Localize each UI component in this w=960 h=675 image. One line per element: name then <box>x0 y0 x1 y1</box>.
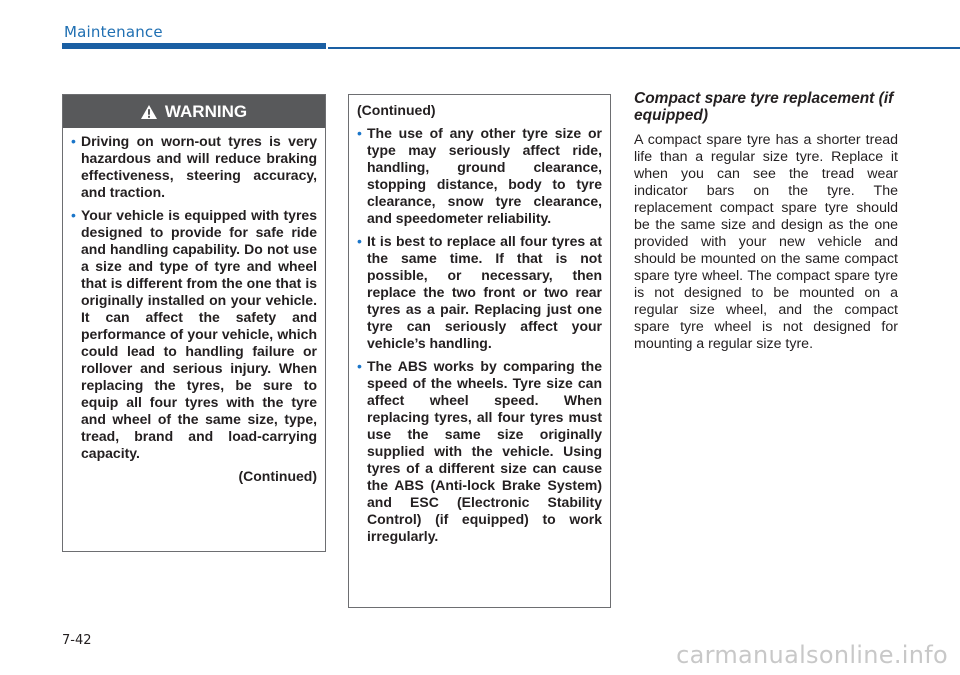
warning-box <box>62 94 326 552</box>
watermark: carmanualsonline.info <box>676 641 948 669</box>
warning-bullet-text: It is best to replace all four tyres at the same time. If that is not possible, or necessary, then replace the two front or two rear tyres as a pair. Replacing just one tyre can seriously affect your vehicle’s handling. <box>367 233 602 351</box>
warning-title: WARNING <box>164 101 248 121</box>
warning-bullet <box>357 233 602 352</box>
warning-bullet <box>357 125 602 227</box>
continued-warning-box <box>348 94 611 608</box>
warning-bullet <box>71 207 317 462</box>
warning-bullet-text: Driving on worn-out tyres is very hazardous and will reduce braking effectiveness, steering accuracy, and traction. <box>81 133 317 200</box>
spare-tyre-heading: Compact spare tyre replacement (if equipped) <box>634 90 894 124</box>
continued-label: (Continued) <box>238 468 317 484</box>
warning-bullet <box>71 133 317 201</box>
spare-tyre-body: A compact spare tyre has a shorter tread life than a regular size tyre. Replace it when you can see the tread wear indicator bars on the tyre. The replacement compact spare tyre should be the same size and design as the one provided with your new vehicle and should be mounted on the same compact spare tyre wheel. The compact spare tyre is not designed to be mounted on a regular size wheel, and the compact spare tyre wheel is not designed for mounting a regular size tyre. <box>634 132 898 352</box>
bullet-dot: • <box>357 358 362 374</box>
bullet-dot: • <box>71 207 76 223</box>
warning-bullet-text: The use of any other tyre size or type may seriously affect ride, handling, ground clearance, stopping distance, body to tyre clearance, snow tyre clearance, and speedometer reliability. <box>367 125 602 226</box>
continued-label: (Continued) <box>357 102 436 118</box>
bullet-dot: • <box>357 125 362 141</box>
warning-bullet-text: Your vehicle is equipped with tyres designed to provide for safe ride and handling capability. Do not use a size and type of tyre and wheel that is different from the one that is originally installed on your vehicle. It can affect the safety and performance of your vehicle, which could lead to handling failure or rollover and serious injury. When replacing the tyres, be sure to equip all four tyres with the tyre and wheel of the same size, type, tread, brand and load-carrying capacity. <box>81 207 317 461</box>
section-title: Maintenance <box>64 23 163 41</box>
bullet-dot: • <box>357 233 362 249</box>
header-rule-thick <box>62 43 326 49</box>
warning-header <box>63 95 325 128</box>
page-number: 7-42 <box>62 633 92 648</box>
bullet-dot: • <box>71 133 76 149</box>
header-rule-thin <box>328 47 960 49</box>
warning-bullet <box>357 358 602 545</box>
warning-bullet-text: The ABS works by comparing the speed of the wheels. Tyre size can affect wheel speed. When replacing tyres, all four tyres must use the same size originally supplied with the vehicle. Using tyres of a different size can cause the ABS (Anti-lock Brake System) and ESC (Electronic Stability Control) (if equipped) to work irregularly. <box>367 358 602 544</box>
spare-tyre-section <box>634 90 898 353</box>
warning-triangle-icon <box>141 105 157 119</box>
